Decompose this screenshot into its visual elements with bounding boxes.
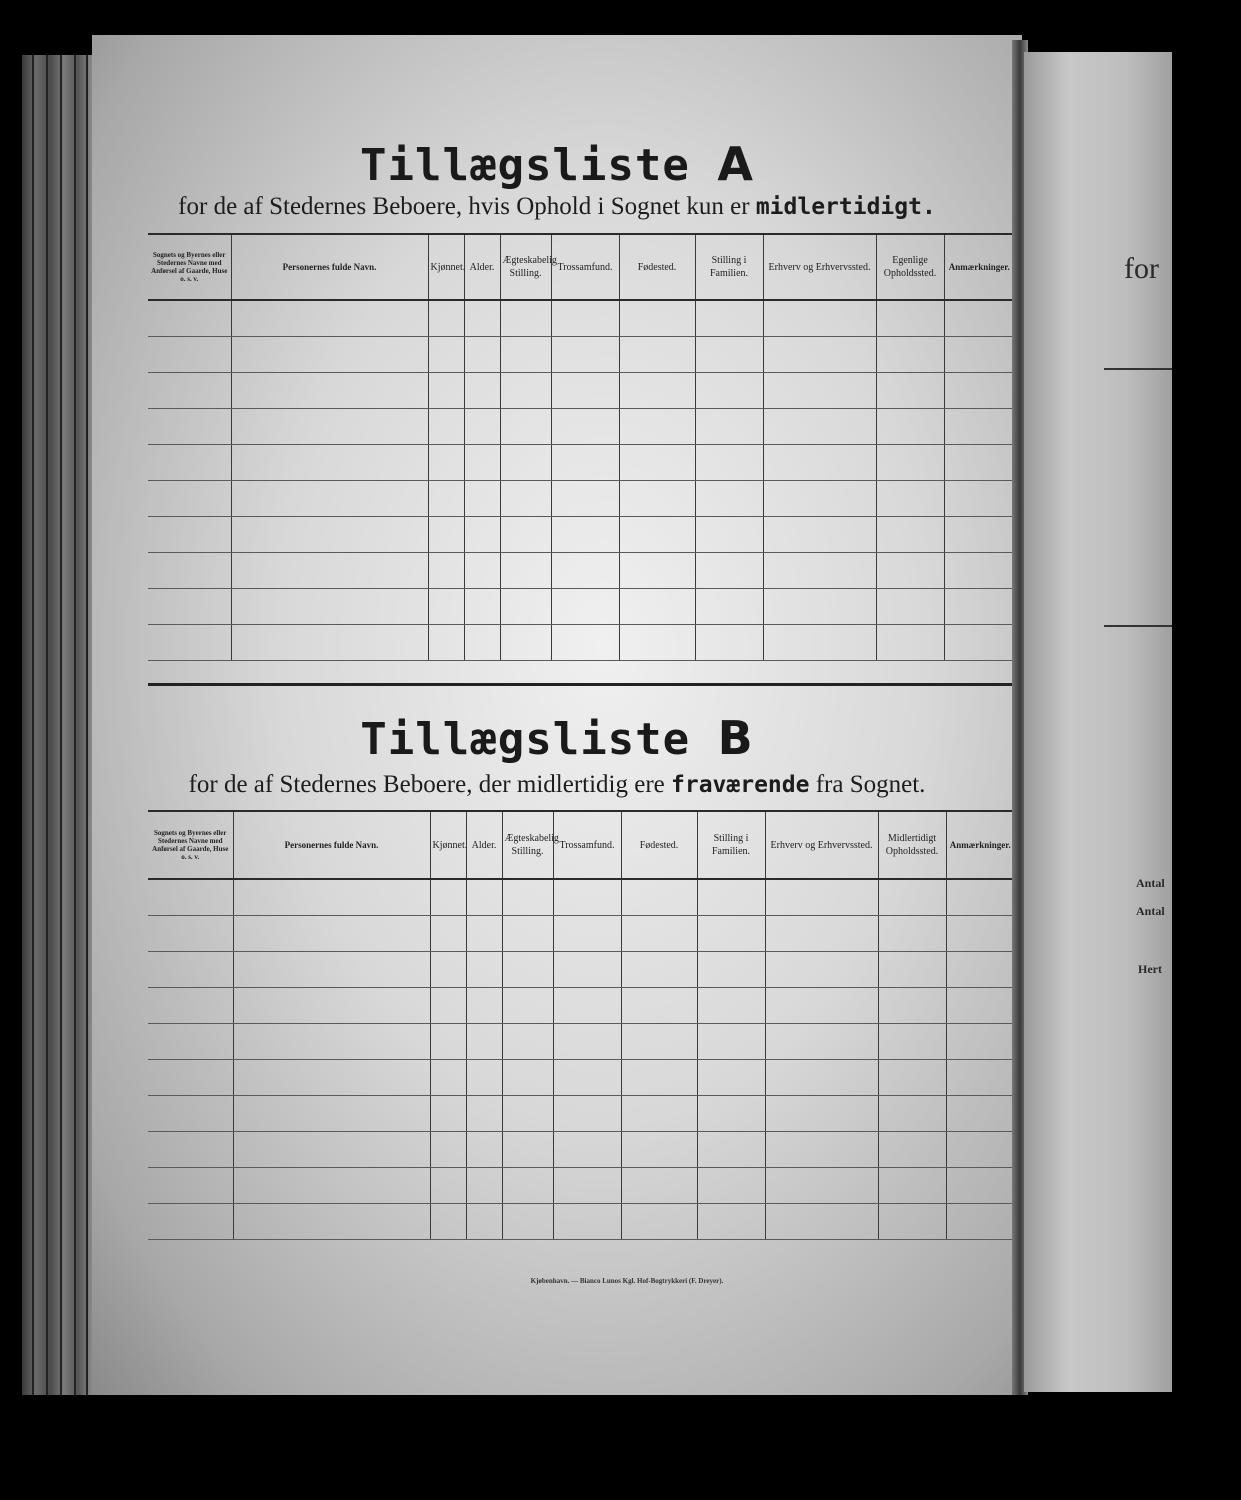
table-row (148, 373, 1014, 409)
printer-imprint: Kjøbenhavn. — Bianco Lunos Kgl. Hof-Bogtrykkeri (F. Dreyer). (530, 1277, 724, 1285)
table-cell (697, 1096, 765, 1132)
table-cell (697, 879, 765, 916)
table-cell (946, 1096, 1014, 1132)
list-b-header-row (148, 811, 1014, 879)
table-row (148, 300, 1014, 337)
table-cell (551, 553, 619, 589)
table-cell (763, 445, 876, 481)
table-cell (231, 589, 428, 625)
table-cell (148, 952, 233, 988)
table-cell (876, 553, 944, 589)
list-b-subtitle: for de af Stedernes Beboere, der midlertidig ere fraværende fra Sognet. (188, 771, 926, 798)
list-b-letter: B (717, 711, 754, 765)
table-cell (619, 517, 695, 553)
table-cell (502, 988, 553, 1024)
table-cell (428, 409, 464, 445)
table-cell (500, 373, 551, 409)
table-cell (763, 409, 876, 445)
table-row (148, 1168, 1014, 1204)
table-row (148, 1132, 1014, 1168)
column-header: Ægteskabelig Stilling. (500, 234, 551, 300)
table-cell (430, 1024, 466, 1060)
table-cell (233, 1132, 430, 1168)
table-cell (148, 1060, 233, 1096)
table-cell (765, 1024, 878, 1060)
table-row (148, 553, 1014, 589)
table-cell (233, 1204, 430, 1240)
table-cell (502, 1096, 553, 1132)
table-cell (466, 916, 502, 952)
column-header: Personernes fulde Navn. (233, 811, 430, 879)
table-cell (619, 337, 695, 373)
column-header: Fødested. (619, 234, 695, 300)
table-cell (878, 879, 946, 916)
table-cell (946, 1132, 1014, 1168)
table-cell (148, 517, 231, 553)
table-cell (876, 409, 944, 445)
table-cell (878, 952, 946, 988)
table-cell (621, 1096, 697, 1132)
table-cell (148, 481, 231, 517)
table-cell (876, 373, 944, 409)
list-b-title: Tillægsliste B (360, 711, 754, 765)
table-cell (428, 300, 464, 337)
table-cell (876, 589, 944, 625)
table-cell (765, 1060, 878, 1096)
table-cell (148, 337, 231, 373)
table-cell (148, 553, 231, 589)
table-cell (619, 373, 695, 409)
table-cell (428, 553, 464, 589)
table-cell (148, 445, 231, 481)
table-cell (878, 916, 946, 952)
column-header: Fødested. (621, 811, 697, 879)
table-cell (430, 1132, 466, 1168)
table-cell (695, 589, 763, 625)
table-cell (466, 952, 502, 988)
table-cell (233, 1024, 430, 1060)
table-cell (231, 445, 428, 481)
table-cell (765, 1168, 878, 1204)
table-cell (878, 1024, 946, 1060)
table-cell (428, 481, 464, 517)
table-cell (944, 337, 1014, 373)
list-b-body (148, 879, 1014, 1240)
table-row (148, 952, 1014, 988)
table-cell (464, 625, 500, 661)
table-cell (502, 1168, 553, 1204)
table-cell (231, 553, 428, 589)
table-cell (428, 517, 464, 553)
table-cell (502, 916, 553, 952)
table-cell (946, 916, 1014, 952)
table-cell (619, 625, 695, 661)
table-cell (763, 625, 876, 661)
table-cell (464, 589, 500, 625)
table-cell (148, 1024, 233, 1060)
table-cell (148, 300, 231, 337)
column-header: Kjønnet. (430, 811, 466, 879)
table-cell (551, 517, 619, 553)
table-cell (500, 517, 551, 553)
table-cell (944, 553, 1014, 589)
column-header: Midlertidigt Opholdssted. (878, 811, 946, 879)
table-row (148, 988, 1014, 1024)
table-cell (763, 589, 876, 625)
table-cell (695, 300, 763, 337)
table-cell (148, 1168, 233, 1204)
table-cell (500, 481, 551, 517)
table-cell (765, 1096, 878, 1132)
table-cell (619, 553, 695, 589)
table-cell (695, 337, 763, 373)
column-header: Stilling i Familien. (695, 234, 763, 300)
table-cell (502, 1024, 553, 1060)
table-cell (551, 445, 619, 481)
table-cell (697, 916, 765, 952)
table-row (148, 445, 1014, 481)
column-header: Sognets og Byernes eller Stedernes Navne med Anførsel af Gaarde, Huse o. s. v. (148, 811, 233, 879)
table-cell (946, 1168, 1014, 1204)
table-cell (231, 300, 428, 337)
table-cell (464, 517, 500, 553)
table-cell (428, 445, 464, 481)
table-cell (428, 337, 464, 373)
column-header: Stilling i Familien. (697, 811, 765, 879)
table-cell (233, 1096, 430, 1132)
table-row (148, 481, 1014, 517)
table-cell (551, 409, 619, 445)
table-cell (428, 373, 464, 409)
table-cell (464, 445, 500, 481)
facing-page-edge (1024, 52, 1172, 1392)
book-spine-edges (22, 55, 92, 1395)
table-cell (148, 1132, 233, 1168)
table-row (148, 517, 1014, 553)
table-row (148, 879, 1014, 916)
table-cell (876, 517, 944, 553)
list-a-letter: A (717, 137, 754, 191)
table-cell (695, 481, 763, 517)
table-cell (231, 409, 428, 445)
table-cell (619, 481, 695, 517)
table-cell (502, 1204, 553, 1240)
section-divider (148, 683, 1014, 686)
table-cell (876, 625, 944, 661)
table-cell (763, 337, 876, 373)
table-cell (551, 337, 619, 373)
table-cell (551, 481, 619, 517)
table-cell (466, 1132, 502, 1168)
table-cell (946, 1204, 1014, 1240)
table-cell (148, 1096, 233, 1132)
table-cell (553, 1024, 621, 1060)
table-cell (695, 625, 763, 661)
table-cell (466, 1204, 502, 1240)
table-cell (876, 300, 944, 337)
table-cell (697, 1168, 765, 1204)
table-cell (697, 1024, 765, 1060)
table-cell (619, 445, 695, 481)
table-cell (765, 879, 878, 916)
list-a-body (148, 300, 1014, 661)
table-cell (944, 517, 1014, 553)
table-cell (466, 1168, 502, 1204)
table-cell (946, 1024, 1014, 1060)
table-cell (944, 589, 1014, 625)
right-page-antal-2: Antal (1136, 904, 1165, 918)
column-header: Personernes fulde Navn. (231, 234, 428, 300)
table-cell (695, 409, 763, 445)
column-header: Trossamfund. (553, 811, 621, 879)
table-cell (621, 1132, 697, 1168)
column-header: Sognets og Byernes eller Stedernes Navne med Anførsel af Gaarde, Huse o. s. v. (148, 234, 231, 300)
table-cell (148, 373, 231, 409)
table-cell (464, 300, 500, 337)
column-header: Alder. (466, 811, 502, 879)
right-page-rule-1 (1104, 368, 1172, 370)
table-cell (695, 373, 763, 409)
table-cell (464, 481, 500, 517)
table-cell (944, 625, 1014, 661)
column-header: Erhverv og Erhvervssted. (763, 234, 876, 300)
table-cell (621, 988, 697, 1024)
table-cell (148, 916, 233, 952)
table-cell (553, 879, 621, 916)
table-cell (878, 988, 946, 1024)
table-cell (878, 1204, 946, 1240)
table-cell (466, 988, 502, 1024)
table-cell (946, 952, 1014, 988)
table-cell (430, 879, 466, 916)
table-cell (765, 988, 878, 1024)
column-header: Erhverv og Erhvervssted. (765, 811, 878, 879)
table-cell (553, 1060, 621, 1096)
table-cell (697, 1132, 765, 1168)
table-cell (621, 1060, 697, 1096)
table-cell (621, 1204, 697, 1240)
right-page-hert: Hert (1138, 962, 1162, 976)
table-cell (876, 445, 944, 481)
table-cell (466, 1096, 502, 1132)
table-cell (763, 553, 876, 589)
column-header: Alder. (464, 234, 500, 300)
census-form-page (92, 35, 1022, 1395)
column-header: Trossamfund. (551, 234, 619, 300)
table-cell (148, 988, 233, 1024)
table-cell (619, 300, 695, 337)
list-b-table (148, 810, 1014, 1240)
table-cell (944, 373, 1014, 409)
table-cell (765, 952, 878, 988)
table-row (148, 589, 1014, 625)
table-cell (231, 337, 428, 373)
table-cell (464, 373, 500, 409)
table-cell (148, 589, 231, 625)
table-cell (697, 1204, 765, 1240)
table-cell (233, 988, 430, 1024)
table-cell (430, 916, 466, 952)
table-cell (621, 1024, 697, 1060)
table-cell (502, 1132, 553, 1168)
table-cell (148, 625, 231, 661)
table-cell (944, 481, 1014, 517)
table-cell (231, 481, 428, 517)
table-cell (231, 373, 428, 409)
list-a-title: Tillægsliste A (360, 137, 754, 191)
table-cell (502, 879, 553, 916)
table-cell (233, 916, 430, 952)
table-cell (553, 988, 621, 1024)
column-header: Anmærkninger. (946, 811, 1014, 879)
table-cell (695, 553, 763, 589)
table-row (148, 1060, 1014, 1096)
table-cell (621, 952, 697, 988)
table-cell (619, 589, 695, 625)
table-cell (466, 879, 502, 916)
table-cell (148, 879, 233, 916)
right-page-for: for (1124, 252, 1159, 285)
table-cell (553, 1168, 621, 1204)
right-page-rule-2 (1104, 625, 1172, 627)
table-row (148, 916, 1014, 952)
table-cell (551, 300, 619, 337)
table-cell (231, 517, 428, 553)
table-cell (553, 1096, 621, 1132)
table-cell (502, 952, 553, 988)
table-cell (500, 337, 551, 373)
table-cell (763, 481, 876, 517)
table-cell (551, 589, 619, 625)
list-a-header-row (148, 234, 1014, 300)
table-cell (428, 589, 464, 625)
table-cell (763, 373, 876, 409)
column-header: Ægteskabelig Stilling. (502, 811, 553, 879)
column-header: Egenlige Opholdssted. (876, 234, 944, 300)
table-cell (148, 409, 231, 445)
table-row (148, 1204, 1014, 1240)
table-cell (430, 1168, 466, 1204)
table-cell (944, 445, 1014, 481)
table-cell (500, 625, 551, 661)
table-cell (428, 625, 464, 661)
table-cell (233, 1168, 430, 1204)
table-cell (551, 373, 619, 409)
table-cell (553, 1132, 621, 1168)
table-cell (765, 916, 878, 952)
table-row (148, 1024, 1014, 1060)
table-cell (466, 1024, 502, 1060)
table-cell (500, 409, 551, 445)
right-page-antal-1: Antal (1136, 876, 1165, 890)
table-cell (551, 625, 619, 661)
table-cell (430, 1204, 466, 1240)
table-cell (502, 1060, 553, 1096)
column-header: Kjønnet. (428, 234, 464, 300)
table-cell (697, 1060, 765, 1096)
column-header: Anmærkninger. (944, 234, 1014, 300)
table-cell (430, 988, 466, 1024)
table-cell (697, 952, 765, 988)
table-cell (464, 553, 500, 589)
table-cell (553, 952, 621, 988)
table-cell (231, 625, 428, 661)
table-cell (763, 300, 876, 337)
table-cell (946, 879, 1014, 916)
table-cell (876, 481, 944, 517)
table-cell (619, 409, 695, 445)
table-cell (765, 1132, 878, 1168)
table-cell (553, 1204, 621, 1240)
table-cell (878, 1168, 946, 1204)
table-cell (233, 1060, 430, 1096)
table-cell (553, 916, 621, 952)
table-cell (944, 409, 1014, 445)
table-row (148, 625, 1014, 661)
table-cell (621, 916, 697, 952)
list-a-table (148, 233, 1014, 661)
table-cell (878, 1060, 946, 1096)
table-cell (430, 1096, 466, 1132)
table-cell (500, 445, 551, 481)
table-cell (430, 1060, 466, 1096)
table-row (148, 409, 1014, 445)
table-cell (946, 988, 1014, 1024)
table-cell (944, 300, 1014, 337)
table-cell (430, 952, 466, 988)
table-cell (621, 1168, 697, 1204)
table-cell (148, 1204, 233, 1240)
table-cell (697, 988, 765, 1024)
table-cell (765, 1204, 878, 1240)
table-cell (878, 1096, 946, 1132)
table-cell (876, 337, 944, 373)
table-cell (464, 337, 500, 373)
table-cell (233, 879, 430, 916)
table-cell (878, 1132, 946, 1168)
table-row (148, 1096, 1014, 1132)
table-cell (695, 517, 763, 553)
table-cell (500, 589, 551, 625)
table-cell (695, 445, 763, 481)
table-cell (621, 879, 697, 916)
table-cell (763, 517, 876, 553)
list-a-subtitle: for de af Stedernes Beboere, hvis Ophold i Sognet kun er midlertidigt. (178, 193, 936, 220)
table-cell (500, 300, 551, 337)
table-cell (233, 952, 430, 988)
table-cell (500, 553, 551, 589)
table-row (148, 337, 1014, 373)
table-cell (466, 1060, 502, 1096)
table-cell (464, 409, 500, 445)
table-cell (946, 1060, 1014, 1096)
